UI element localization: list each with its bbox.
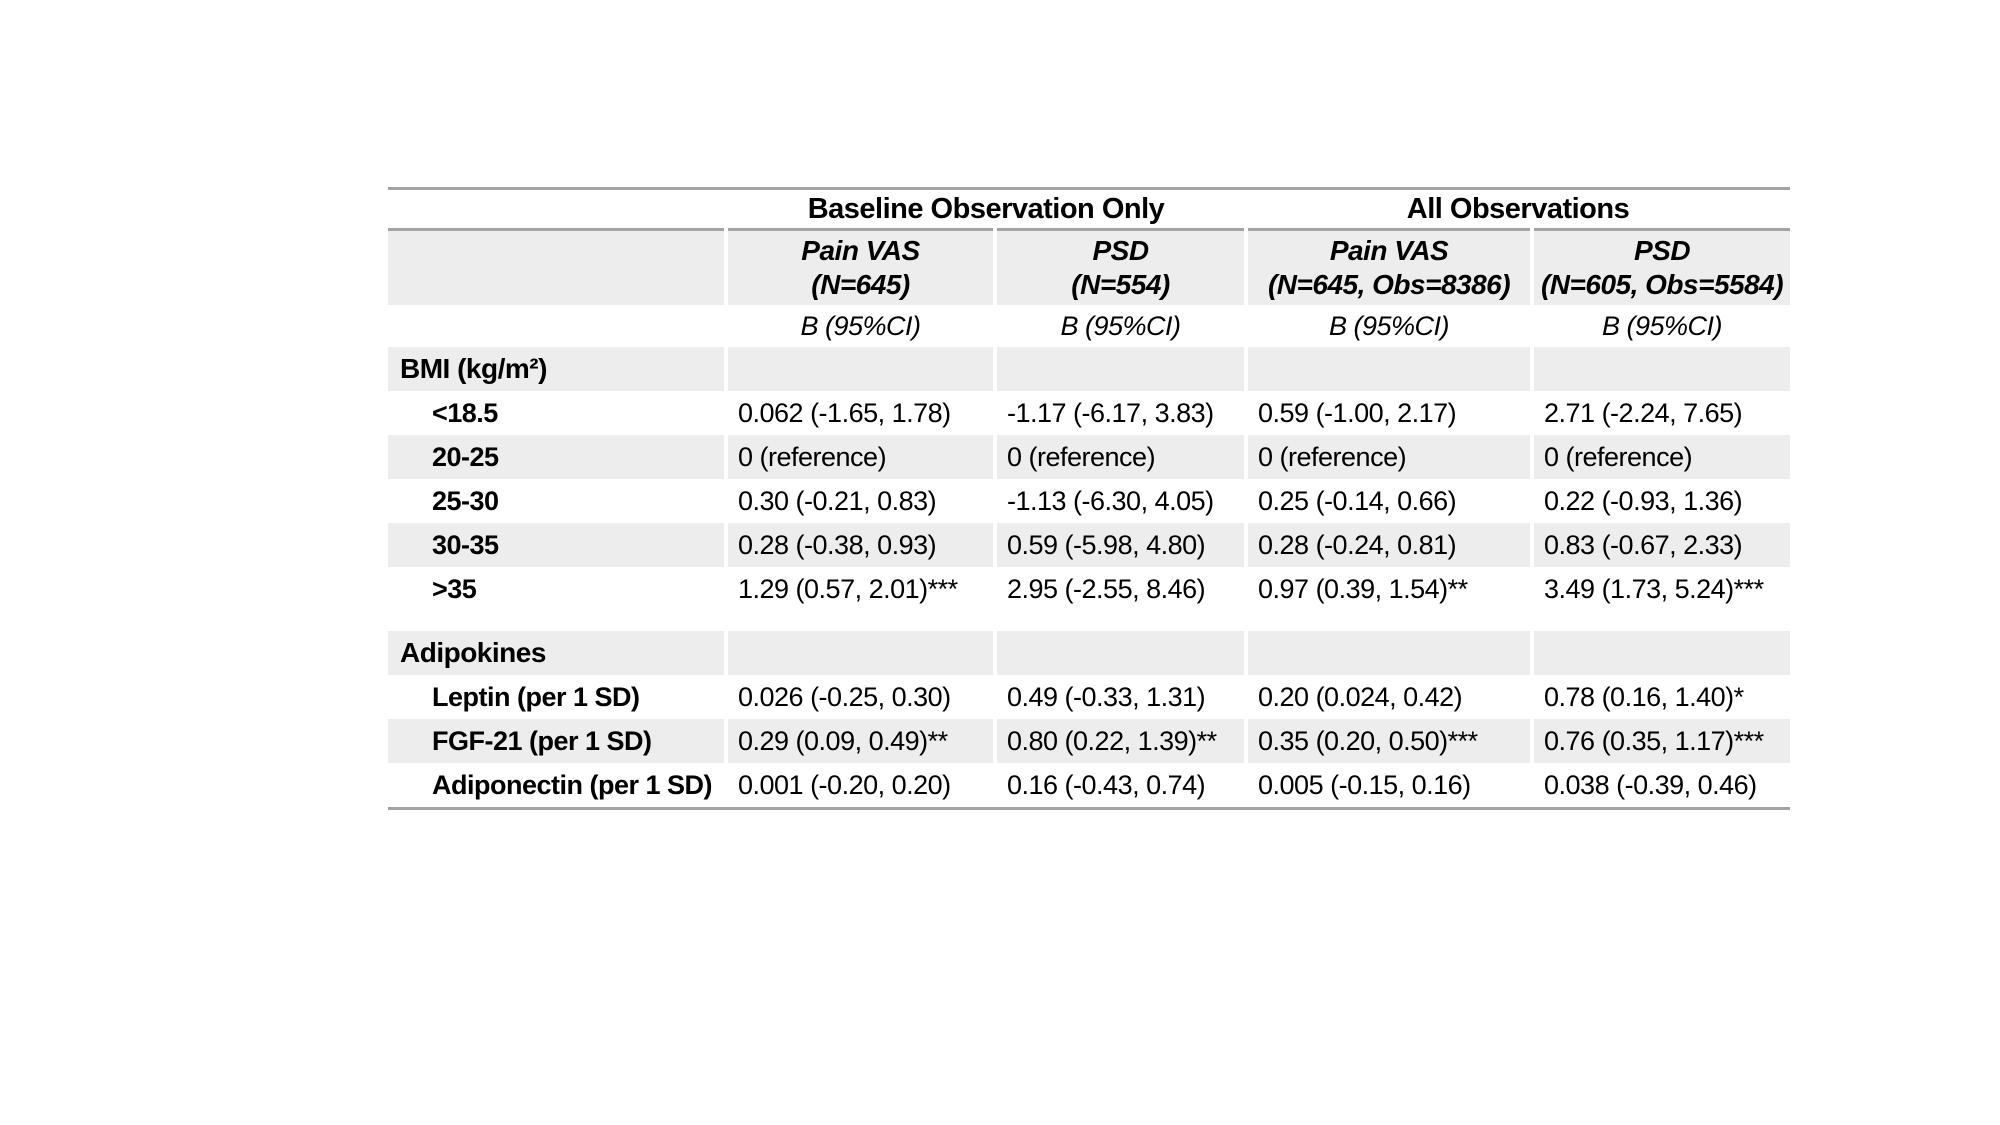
- section-title: BMI (kg/m²): [388, 347, 726, 391]
- empty-cell: [1246, 347, 1532, 391]
- value-cell: 0.22 (-0.93, 1.36): [1532, 479, 1790, 523]
- regression-results-table: [388, 190, 1790, 807]
- section-title: Adipokines: [388, 631, 726, 675]
- empty-cell: [1532, 347, 1790, 391]
- value-cell: 0.038 (-0.39, 0.46): [1532, 763, 1790, 807]
- column-header-line1: PSD: [1633, 235, 1691, 266]
- section-row-bmi: [388, 347, 1790, 391]
- row-label: 30-35: [388, 523, 726, 567]
- empty-cell: [1532, 631, 1790, 675]
- value-cell: 0.005 (-0.15, 0.16): [1246, 763, 1532, 807]
- measure-label: B (95%CI): [726, 305, 995, 347]
- value-cell: 0 (reference): [995, 435, 1246, 479]
- column-header-line1: PSD: [1092, 235, 1149, 266]
- column-header-row: [388, 230, 1790, 306]
- empty-cell: [388, 230, 726, 306]
- column-header-line2: (N=645, Obs=8386): [1267, 269, 1511, 300]
- row-label: 20-25: [388, 435, 726, 479]
- value-cell: 0.35 (0.20, 0.50)***: [1246, 719, 1532, 763]
- value-cell: 0.25 (-0.14, 0.66): [1246, 479, 1532, 523]
- column-header-line2: (N=645): [811, 269, 910, 300]
- value-cell: 2.71 (-2.24, 7.65): [1532, 391, 1790, 435]
- value-cell: 3.49 (1.73, 5.24)***: [1532, 567, 1790, 611]
- column-header-line1: Pain VAS: [801, 235, 920, 266]
- row-label: Adiponectin (per 1 SD): [388, 763, 726, 807]
- row-label: >35: [388, 567, 726, 611]
- table-row-fgf21: [388, 719, 1790, 763]
- value-cell: 0.76 (0.35, 1.17)***: [1532, 719, 1790, 763]
- value-cell: 0 (reference): [1246, 435, 1532, 479]
- row-label: Leptin (per 1 SD): [388, 675, 726, 719]
- empty-cell: [1246, 631, 1532, 675]
- measure-row: [388, 305, 1790, 347]
- table-row-bmi-under-18-5: [388, 391, 1790, 435]
- value-cell: -1.13 (-6.30, 4.05): [995, 479, 1246, 523]
- results-table: [388, 187, 1790, 810]
- value-cell: 0.30 (-0.21, 0.83): [726, 479, 995, 523]
- value-cell: 0.28 (-0.38, 0.93): [726, 523, 995, 567]
- empty-cell: [995, 347, 1246, 391]
- value-cell: 0.28 (-0.24, 0.81): [1246, 523, 1532, 567]
- row-label: 25-30: [388, 479, 726, 523]
- empty-cell: [388, 305, 726, 347]
- column-header-painvas-all: [1246, 230, 1532, 306]
- table-row-adiponectin: [388, 763, 1790, 807]
- value-cell: 0.78 (0.16, 1.40)*: [1532, 675, 1790, 719]
- value-cell: -1.17 (-6.17, 3.83): [995, 391, 1246, 435]
- table-row-bmi-30-35: [388, 523, 1790, 567]
- value-cell: 0 (reference): [1532, 435, 1790, 479]
- table-row-leptin: [388, 675, 1790, 719]
- measure-label: B (95%CI): [1532, 305, 1790, 347]
- column-header-line2: (N=605, Obs=5584): [1540, 269, 1784, 300]
- column-header-psd-all: [1532, 230, 1790, 306]
- column-header-line2: (N=554): [1071, 269, 1170, 300]
- value-cell: 0.49 (-0.33, 1.31): [995, 675, 1246, 719]
- value-cell: 0.29 (0.09, 0.49)**: [726, 719, 995, 763]
- value-cell: 0.80 (0.22, 1.39)**: [995, 719, 1246, 763]
- value-cell: 0.16 (-0.43, 0.74): [995, 763, 1246, 807]
- section-row-adipokines: [388, 631, 1790, 675]
- value-cell: 0.026 (-0.25, 0.30): [726, 675, 995, 719]
- value-cell: 0.59 (-5.98, 4.80): [995, 523, 1246, 567]
- value-cell: 1.29 (0.57, 2.01)***: [726, 567, 995, 611]
- value-cell: 0.062 (-1.65, 1.78): [726, 391, 995, 435]
- value-cell: 0.20 (0.024, 0.42): [1246, 675, 1532, 719]
- group-header-all-obs: All Observations: [1246, 190, 1790, 230]
- empty-cell: [726, 347, 995, 391]
- empty-cell: [995, 631, 1246, 675]
- column-header-painvas-baseline: [726, 230, 995, 306]
- empty-cell: [388, 190, 726, 230]
- empty-cell: [726, 631, 995, 675]
- group-header-baseline: Baseline Observation Only: [726, 190, 1246, 230]
- table-row-bmi-25-30: [388, 479, 1790, 523]
- value-cell: 0.001 (-0.20, 0.20): [726, 763, 995, 807]
- column-header-psd-baseline: [995, 230, 1246, 306]
- value-cell: 0.83 (-0.67, 2.33): [1532, 523, 1790, 567]
- value-cell: 0 (reference): [726, 435, 995, 479]
- section-spacer-row: [388, 611, 1790, 631]
- value-cell: 0.97 (0.39, 1.54)**: [1246, 567, 1532, 611]
- measure-label: B (95%CI): [1246, 305, 1532, 347]
- spacer-cell: [388, 611, 1790, 631]
- table-row-bmi-over-35: [388, 567, 1790, 611]
- row-label: FGF-21 (per 1 SD): [388, 719, 726, 763]
- column-header-line1: Pain VAS: [1329, 235, 1449, 266]
- value-cell: 0.59 (-1.00, 2.17): [1246, 391, 1532, 435]
- measure-label: B (95%CI): [995, 305, 1246, 347]
- table-row-bmi-20-25: [388, 435, 1790, 479]
- group-header-row: [388, 190, 1790, 230]
- row-label: <18.5: [388, 391, 726, 435]
- value-cell: 2.95 (-2.55, 8.46): [995, 567, 1246, 611]
